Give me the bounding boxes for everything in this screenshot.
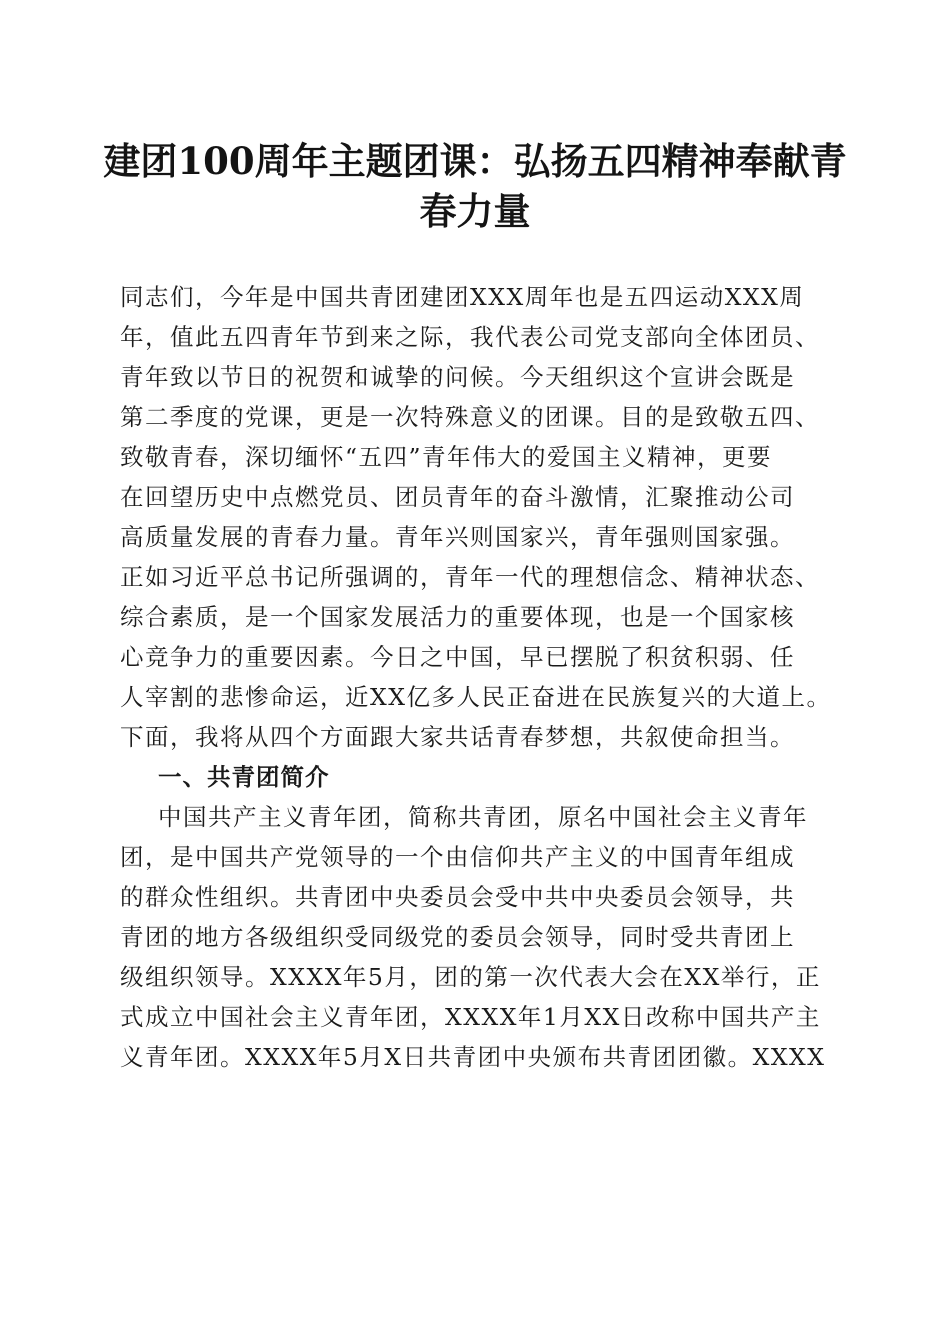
text-line: 第二季度的党课，更是一次特殊意义的团课。目的是致敬五四、 <box>120 403 820 431</box>
text-line: 高质量发展的青春力量。青年兴则国家兴，青年强则国家强。 <box>120 523 795 551</box>
text-line: 在回望历史中点燃党员、团员青年的奋斗激情，汇聚推动公司 <box>120 483 795 511</box>
document-title <box>80 136 870 236</box>
text-line: 义青年团。XXXX年5月X日共青团中央颁布共青团团徽。XXXX <box>120 1043 826 1071</box>
text-line: 年，值此五四青年节到来之际，我代表公司党支部向全体团员、 <box>120 323 820 351</box>
text-line: 综合素质，是一个国家发展活力的重要体现，也是一个国家核 <box>120 603 795 631</box>
section-paragraph <box>120 797 832 1077</box>
text-line: 正如习近平总书记所强调的，青年一代的理想信念、精神状态、 <box>120 563 820 591</box>
title-line-2: 春力量 <box>419 189 531 233</box>
text-line: 人宰割的悲惨命运，近XX亿多人民正奋进在民族复兴的大道上。 <box>120 683 832 711</box>
text-line: 心竞争力的重要因素。今日之中国，早已摆脱了积贫积弱、任 <box>120 643 795 671</box>
text-line: 式成立中国社会主义青年团，XXXX年1月XX日改称中国共产主 <box>120 1003 821 1031</box>
document-body <box>120 277 832 1077</box>
text-line: 同志们，今年是中国共青团建团XXX周年也是五四运动XXX周 <box>120 283 805 311</box>
text-line: 致敬青春，深切缅怀“五四”青年伟大的爱国主义精神，更要 <box>120 443 773 471</box>
title-line-1: 建团100周年主题团课：弘扬五四精神奉献青 <box>103 139 847 183</box>
text-line: 中国共产主义青年团，简称共青团，原名中国社会主义青年 <box>158 803 808 831</box>
text-line: 的群众性组织。共青团中央委员会受中共中央委员会领导，共 <box>120 883 795 911</box>
text-line: 团，是中国共产党领导的一个由信仰共产主义的中国青年组成 <box>120 843 795 871</box>
text-line: 下面，我将从四个方面跟大家共话青春梦想，共叙使命担当。 <box>120 723 795 751</box>
text-line: 青年致以节日的祝贺和诚挚的问候。今天组织这个宣讲会既是 <box>120 363 795 391</box>
intro-paragraph <box>120 277 832 757</box>
text-line: 青团的地方各级组织受同级党的委员会领导，同时受共青团上 <box>120 923 795 951</box>
text-line: 级组织领导。XXXX年5月，团的第一次代表大会在XX举行，正 <box>120 963 821 991</box>
section-heading: 一、共青团简介 <box>158 763 330 791</box>
